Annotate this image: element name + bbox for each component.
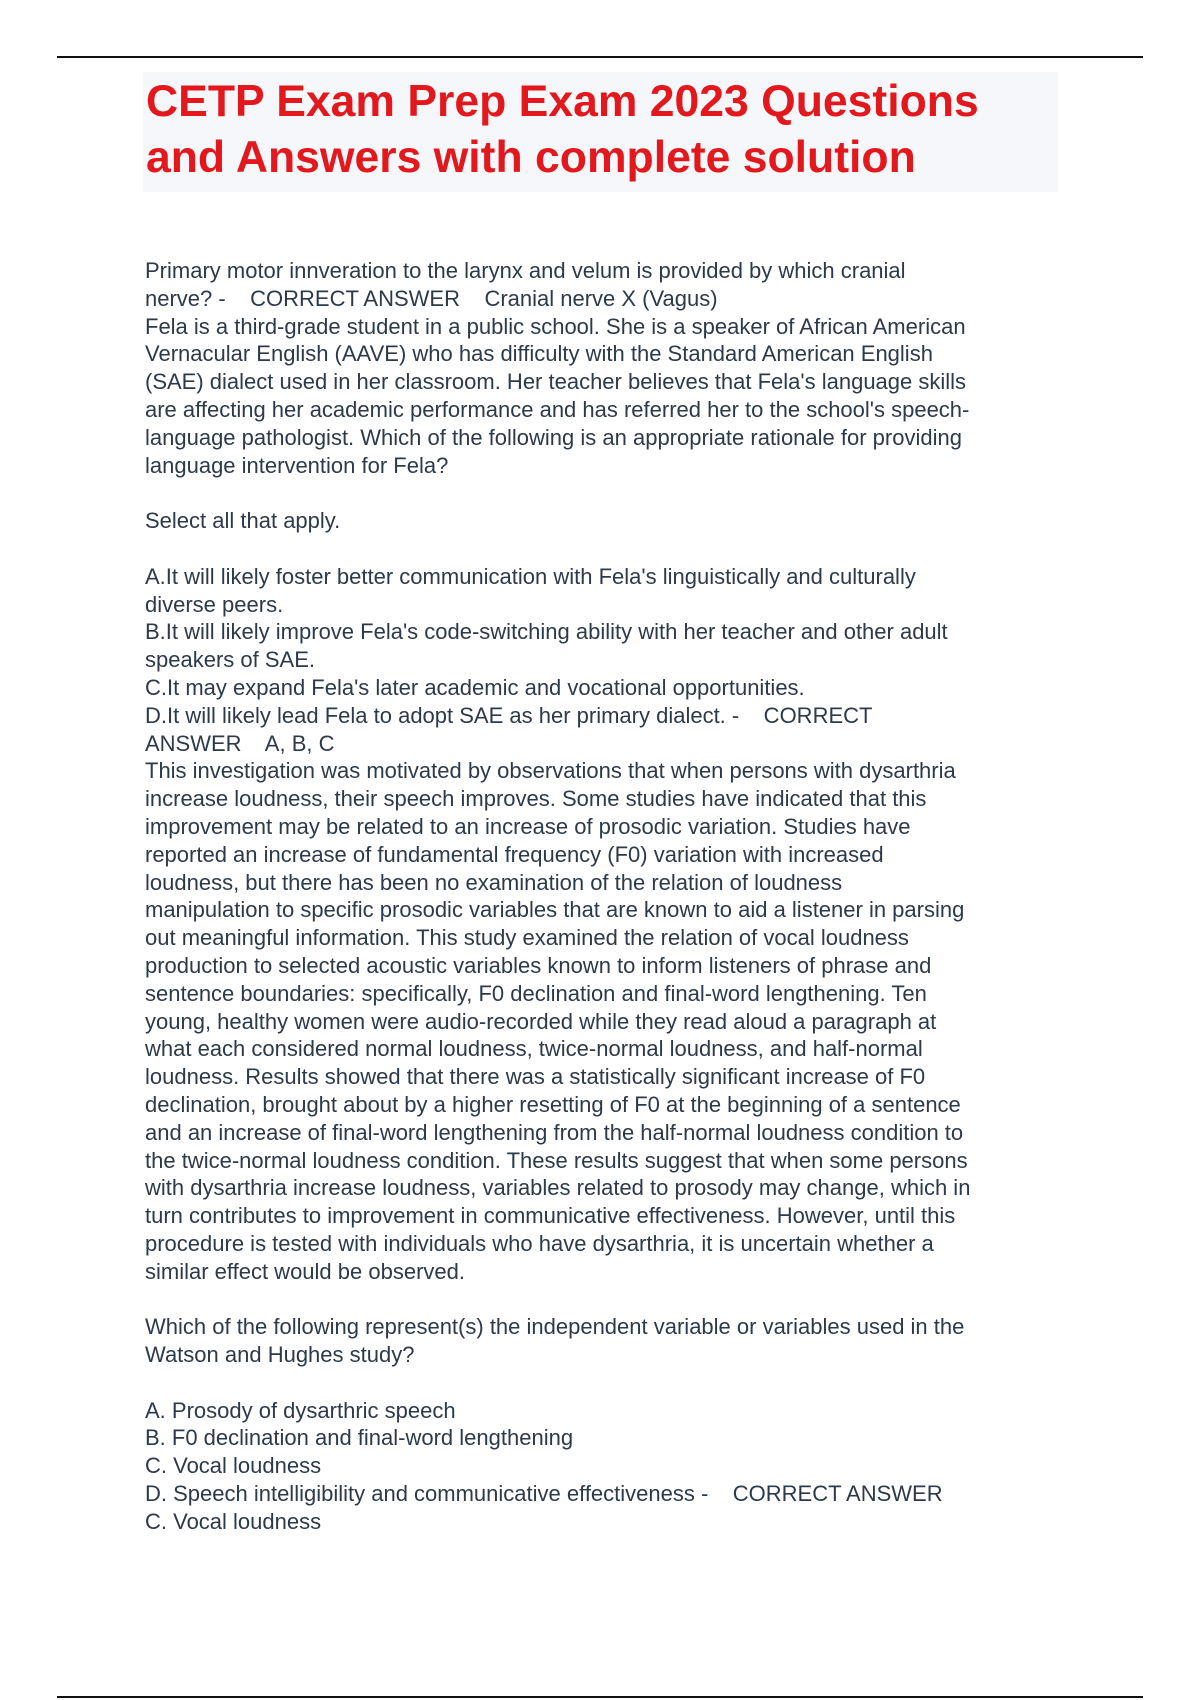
spacer bbox=[145, 535, 1065, 563]
spacer bbox=[145, 1369, 1065, 1397]
q1-line-2: nerve? - CORRECT ANSWER Cranial nerve X (Vagus) bbox=[145, 285, 718, 311]
q2-stem-line: Fela is a third-grade student in a public school. She is a speaker of African American bbox=[145, 313, 966, 339]
q3-passage-line: procedure is tested with individuals who have dysarthria, it is uncertain whether a bbox=[145, 1230, 934, 1256]
q3-option-b: B. F0 declination and final-word lengthening bbox=[145, 1425, 574, 1451]
q2-option-line: speakers of SAE. bbox=[145, 647, 315, 673]
q3-question-line: Watson and Hughes study? bbox=[145, 1342, 415, 1368]
q2-stem-line: language pathologist. Which of the following is an appropriate rationale for providing bbox=[145, 424, 962, 450]
q3-passage-line: manipulation to specific prosodic variables that are known to aid a listener in parsing bbox=[145, 897, 965, 923]
q3-passage-line: young, healthy women were audio-recorded while they read aloud a paragraph at bbox=[145, 1008, 937, 1034]
spacer bbox=[145, 1285, 1065, 1313]
top-rule bbox=[57, 56, 1143, 58]
title-line-1: CETP Exam Prep Exam 2023 Questions bbox=[146, 77, 979, 126]
q3-passage-line: turn contributes to improvement in communicative effectiveness. However, until this bbox=[145, 1203, 956, 1229]
q3-passage-line: increase loudness, their speech improves. Some studies have indicated that this bbox=[145, 786, 927, 812]
q3-passage-line: with dysarthria increase loudness, variables related to prosody may change, which in bbox=[145, 1175, 971, 1201]
q3-passage-line: declination, brought about by a higher resetting of F0 at the beginning of a sentence bbox=[145, 1091, 961, 1117]
spacer bbox=[145, 479, 1065, 507]
q3-passage-line: production to selected acoustic variables known to inform listeners of phrase and bbox=[145, 952, 932, 978]
q3-passage-line: what each considered normal loudness, twice-normal loudness, and half-normal bbox=[145, 1036, 923, 1062]
q3-passage-line: and an increase of final-word lengthening from the half-normal loudness condition to bbox=[145, 1119, 964, 1145]
document-title bbox=[146, 74, 1058, 186]
q3-passage-line: the twice-normal loudness condition. These results suggest that when some persons bbox=[145, 1147, 968, 1173]
q2-option-line: C.It may expand Fela's later academic and vocational opportunities. bbox=[145, 674, 805, 700]
q3-passage-line: loudness, but there has been no examination of the relation of loudness bbox=[145, 869, 843, 895]
q3-option-a: A. Prosody of dysarthric speech bbox=[145, 1397, 456, 1423]
q2-option-line: diverse peers. bbox=[145, 591, 284, 617]
q3-question-line: Which of the following represent(s) the independent variable or variables used in the bbox=[145, 1314, 965, 1340]
q3-passage-line: This investigation was motivated by observations that when persons with dysarthria bbox=[145, 758, 956, 784]
document-body bbox=[145, 257, 1065, 1536]
q2-stem-line: (SAE) dialect used in her classroom. Her teacher believes that Fela's language skills bbox=[145, 369, 967, 395]
q2-stem-line: Vernacular English (AAVE) who has difficulty with the Standard American English bbox=[145, 341, 933, 367]
q3-passage-line: improvement may be related to an increase of prosodic variation. Studies have bbox=[145, 813, 911, 839]
bottom-rule bbox=[57, 1696, 1143, 1698]
q3-passage-line: similar effect would be observed. bbox=[145, 1258, 465, 1284]
q3-option-c: C. Vocal loudness bbox=[145, 1453, 322, 1479]
q3-passage-line: reported an increase of fundamental frequency (F0) variation with increased bbox=[145, 841, 884, 867]
title-block bbox=[143, 72, 1058, 192]
title-line-2: and Answers with complete solution bbox=[146, 133, 916, 182]
q3-option-d: D. Speech intelligibility and communicative effectiveness - CORRECT ANSWER bbox=[145, 1481, 943, 1507]
q2-option-line: D.It will likely lead Fela to adopt SAE as her primary dialect. - CORRECT bbox=[145, 702, 873, 728]
q3-passage-line: sentence boundaries: specifically, F0 declination and final-word lengthening. Ten bbox=[145, 980, 927, 1006]
q1-line-1: Primary motor innveration to the larynx and velum is provided by which cranial bbox=[145, 258, 906, 283]
q2-option-line: A.It will likely foster better communication with Fela's linguistically and culturally bbox=[145, 563, 916, 589]
q3-passage-line: loudness. Results showed that there was a statistically significant increase of F0 bbox=[145, 1064, 926, 1090]
q2-stem-line: language intervention for Fela? bbox=[145, 452, 449, 478]
q2-instruction: Select all that apply. bbox=[145, 508, 341, 534]
q2-answer-line: ANSWER A, B, C bbox=[145, 730, 335, 756]
q2-option-line: B.It will likely improve Fela's code-switching ability with her teacher and other adult bbox=[145, 619, 948, 645]
q2-stem-line: are affecting her academic performance and has referred her to the school's speech- bbox=[145, 396, 970, 422]
q3-answer: C. Vocal loudness bbox=[145, 1508, 322, 1534]
q3-passage-line: out meaningful information. This study examined the relation of vocal loudness bbox=[145, 925, 909, 951]
